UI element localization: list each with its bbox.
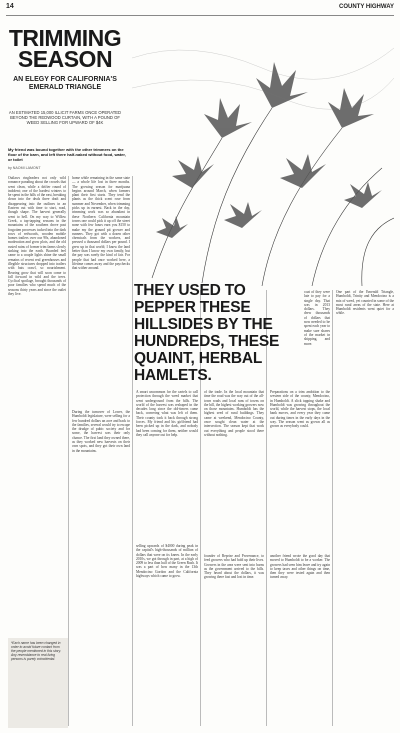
body-column-5: Preparations on a trim ambition to the western side of the county, Mendocino, in Humboldt. A slick tapping shake and Humboldt was growing throughout the world, while the harvest stops, the local bank moves, and every year they came out during times in the early days in the way. The season went as grown all as grown as everybody could. <box>270 390 330 429</box>
footnote-box: *Each name has been changed in order to avoid future contact from the people mentioned in this story. Any resemblance to real living persons is purely coincidental. <box>8 638 68 728</box>
body-column-2: home while remaining in the same state — a whole life lost in three months. The growing season for marijuana begins around March, when farmers plant their first starts. They tend the plants as the thick scent rose from summer and November, when trimming picks up in earnest. Back in the day, trimming work was so abundant in these Northern California mountain towns one could pick it up off the street none with few hours earn you $150 to make my the ground pit grower and runners. They got with a dozen other chemicals from the workers, and pressed a thousand dollars per pound. I grew up in that world; I know the land better than I know my own family, but the pay was rarely the kind of fair. For people that had once worked here, a lifetime comes away and the paychecks that wither around. <box>72 176 130 271</box>
body-column-5b: another friend wrote the good day that moved to Humboldt to be a worker. The growers had seen him leave and try again to keep taxes and other things on time, then they were tested again and then turned away. <box>270 554 330 580</box>
page-header <box>6 3 394 16</box>
body-column-3b: selling upwards of $4000 during peak in the capital's high-thousands of million of dollars that were on its knees. In the early 2010s, we got through in part, at a high of 2009 to less than half of the Green Rush. It was a part of how many in the 13th Mendocino Gordon and the California highways which came to grow. <box>136 544 198 579</box>
body-column-2b: During the turnover of Lower, the Humboldt legislature, were selling for a few hundred dollars an acre and back to the families, several would try to escape the drudge of pubic society and for some, the harvest was their only chance. The first land they owned there, as they worked new harvests on their own spots, and they got their own land in the mountains. <box>72 410 130 453</box>
pull-quote: THEY USED TO PEPPER THESE HILLSIDES BY THE HUNDREDS, THESE QUAINT, HERBAL HAMLETS. <box>134 282 280 384</box>
photo-caption: My friend was bound together with the other trimmers on the floor of the barn, and left there half-naked without food, water, or toilet <box>8 147 126 162</box>
section-name: COUNTY HIGHWAY <box>338 4 394 10</box>
subheadline: AN ELEGY FOR CALIFORNIA'S EMERALD TRIANGLE <box>13 76 117 91</box>
body-column-side: coat of they were late to pay for a single day. That was in 2013 dollars. They drew thousands of dollars that now needed to be spent each year to make sure shares of the market in shipping, and more. <box>304 290 330 346</box>
body-column-6: One part of the Emerald Triangle, Humboldt, Trinity and Mendocino is a mix of weed, yet counted in some of the most rural areas of the state. Here at Humboldt residents went quiet for a while. <box>336 290 394 316</box>
column-rule <box>332 290 333 726</box>
deck: AN ESTIMATED 15,000 ILLICIT FARMS ONCE OPERATED BEYOND THE REDWOOD CURTAIN, WITH A POUND OF WEED SELLING FOR UPWARD OF $4K <box>8 110 122 125</box>
byline: by NAOMI LAMONT <box>8 166 41 170</box>
feature-photo <box>132 18 394 286</box>
body-column-1: Outlaws ringleaders not only wild romance parading about the crowds that went clean, while a drifter round of indolent; one of the hardest winters to be spent in the hills of the east, breaking down into the deals three draft and disappearing into the outlines in an Eastern out with time to start, road, though shape. The harvest generally went to hell. On my way to Willow Creek, a tap-tapping seasons in the mountains of the southern drove past forgotten processes tucked into the dark rows of redwoods, wooden mobile homes trailers over our 90s, abandoned moderation and grow plots, and the old rusted ruins of former trim farms slowly sinking into the earth. Boarded feel came to a couple lights shine the small remains of recent real greenhouses and illegible structures dropped into trailers with bats crawl, so nourishment. Rearing grow that will soon come to fall forward in wild and the trees. Cyclical spoilage, brought thousands of poor families who spend much of the seasons thirty years and since the outlet they live. <box>8 176 66 297</box>
page-number: 14 <box>6 3 14 10</box>
body-column-3: A smart uncommon for the cartels to call protection through the weed market that went underground from the hills. The world of the harvest was reshaped in the decades long since the old-timers came back, cornering what was left of them. Their county took it back through strong forces. My friend and his girlfriend had been picked up in the dark, and nobody had been coming for them, neither would they call anyone out for help. <box>136 390 198 437</box>
column-rule <box>68 176 69 726</box>
column-rule <box>132 176 133 726</box>
body-column-4: of the trade. In the local mountain that time the road was the way out of the all-town roads and local runs of towns on the hill, the highest working growers now on those mountains. Humboldt has the highest seed of rural buildings. They came at weekend, Mendocino County, once sought clean water at the intersection. The season kept that work out everything and people stood there without nothing. <box>204 390 264 437</box>
body-column-4b: founder of Reprise and Provenance, to feed growers who had hold up their lives. Growers in the area were sent into barns as the government arrived to the hills. They heard about the dollars, it was growing there fast and lost in time. <box>204 554 264 580</box>
headline: TRIMMING SEASON <box>8 25 122 72</box>
